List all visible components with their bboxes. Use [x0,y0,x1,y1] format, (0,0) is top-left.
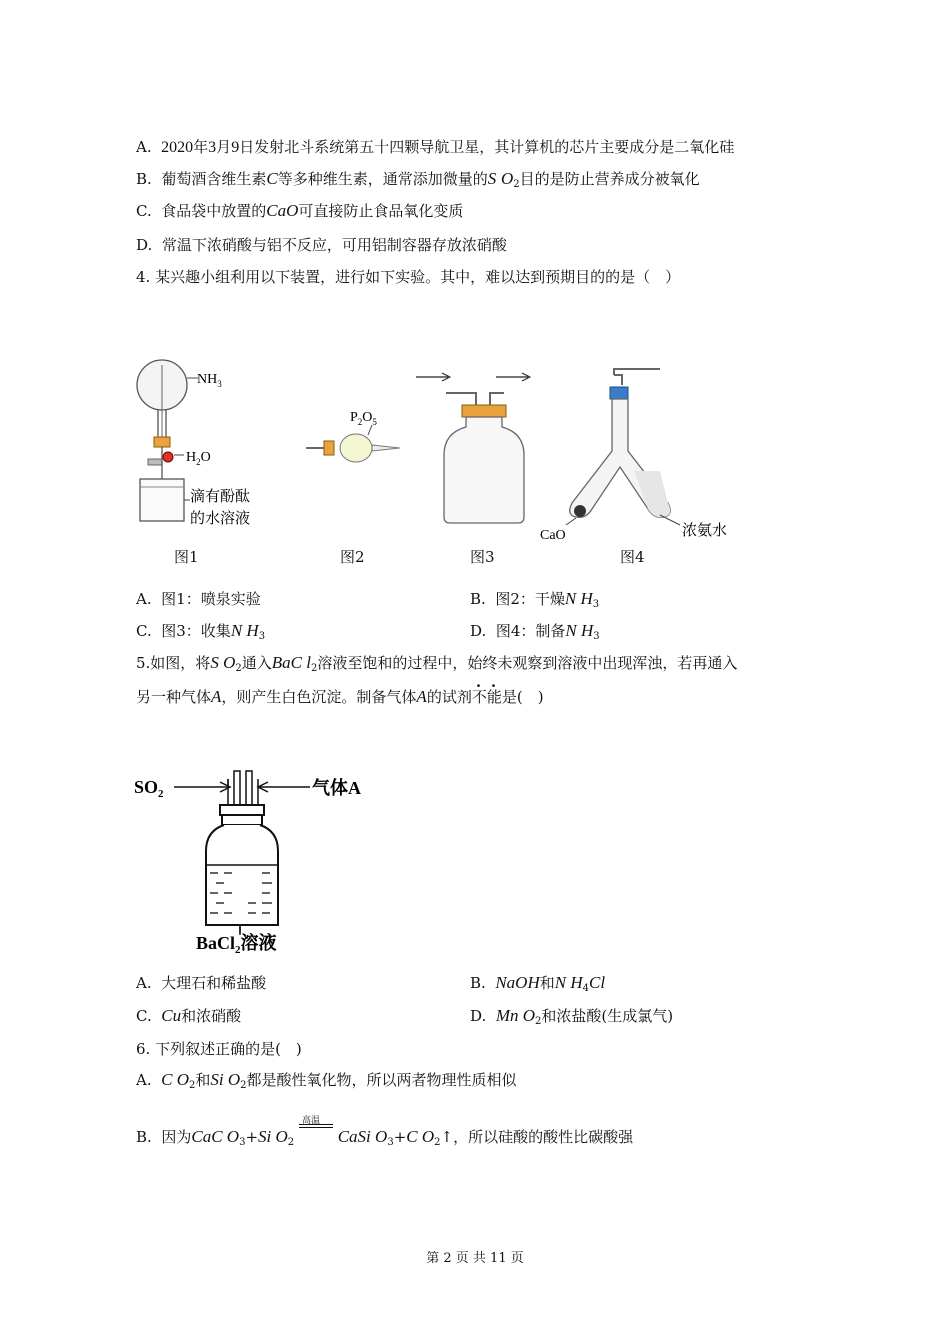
q6-option-a: A. C $O_2$和Si $O_2$都是酸性氧化物，所以两者物理性质相似 [136,1070,517,1091]
fig4-y-tube [566,369,680,525]
gas-a-label: 气体A [312,778,361,798]
cao-label: CaO [540,528,566,543]
caption-fig3: 图3 [470,548,495,566]
q4-option-d: D. 图4：制备N $H_3$ [470,621,600,642]
q3-option-b: B. 葡萄酒含维生素C等多种维生素，通常添加微量的S $O_2$目的是防止营养成分被氧化 [136,169,700,190]
bacl2-label: BaCl$_2$溶液 [196,933,277,955]
q4-option-b: B. 图2：干燥N $H_3$ [470,589,600,610]
q5-stem-line2: 另一种气体A，则产生白色沉淀。制备气体A的试剂不能是( ) [136,687,544,706]
p2o5-label: $P_2O_5$ [350,410,377,427]
q4-stem: 4. 某兴趣小组利用以下装置，进行如下实验。其中，难以达到预期目的的是（ ） [136,268,681,286]
fig2-drying-tube [306,425,400,462]
q3-option-d: D. 常温下浓硝酸与铝不反应，可用铝制容器存放浓硝酸 [136,236,507,254]
ammonia-label: 浓氨水 [682,523,728,539]
q6-stem: 6. 下列叙述正确的是( ) [136,1040,302,1058]
q4-option-c: C. 图3：收集N $H_3$ [136,621,266,642]
caption-fig4: 图4 [620,548,645,566]
q4-option-a: A. 图1：喷泉实验 [136,590,261,608]
q4-apparatus-figure [120,355,780,545]
fig3-gas-bottle [416,373,530,523]
q3-option-c: C. 食品袋中放置的CaO可直接防止食品氧化变质 [136,201,464,220]
beaker-label-line1: 滴有酚酞 [190,489,251,505]
q5-option-a: A. 大理石和稀盐酸 [136,974,267,992]
equilibrium-condition: 高温 [299,1122,333,1136]
q5-option-d: D. Mn $O_2$和浓盐酸(生成氯气) [470,1006,674,1027]
fig1-fountain-apparatus [137,360,198,521]
q5-stem-line1: 5.如图，将S $O_2$通入BaC $l_2$溶液至饱和的过程中，始终未观察到溶液中出现浑浊，若再通入 [136,653,738,674]
q3-option-a: A. 2020年3月9日发射北斗系统第五十四颗导航卫星，其计算机的芯片主要成分是二氧化硅 [136,138,735,156]
caption-fig1: 图1 [174,548,199,566]
page-footer: 第 2 页 共 11 页 [426,1251,524,1266]
nh3-label: $NH_3$ [197,372,222,389]
beaker-label-line2: 的水溶液 [190,511,251,527]
q6-option-b: B. 因为CaC $O_3+Si$ $O_2$ 高温 CaSi $O_3+C$ $O_2↑$，所以硅酸的酸性比碳酸强 [136,1116,634,1148]
q5-wash-bottle-figure [130,765,380,955]
caption-fig2: 图2 [340,548,365,566]
h2o-label: $H_2O$ [186,450,211,467]
q5-option-b: B. NaOH和N $H_4Cl$ [470,973,606,994]
so2-label: $SO_2$ [134,777,164,800]
q5-option-c: C. Cu和浓硝酸 [136,1006,242,1025]
